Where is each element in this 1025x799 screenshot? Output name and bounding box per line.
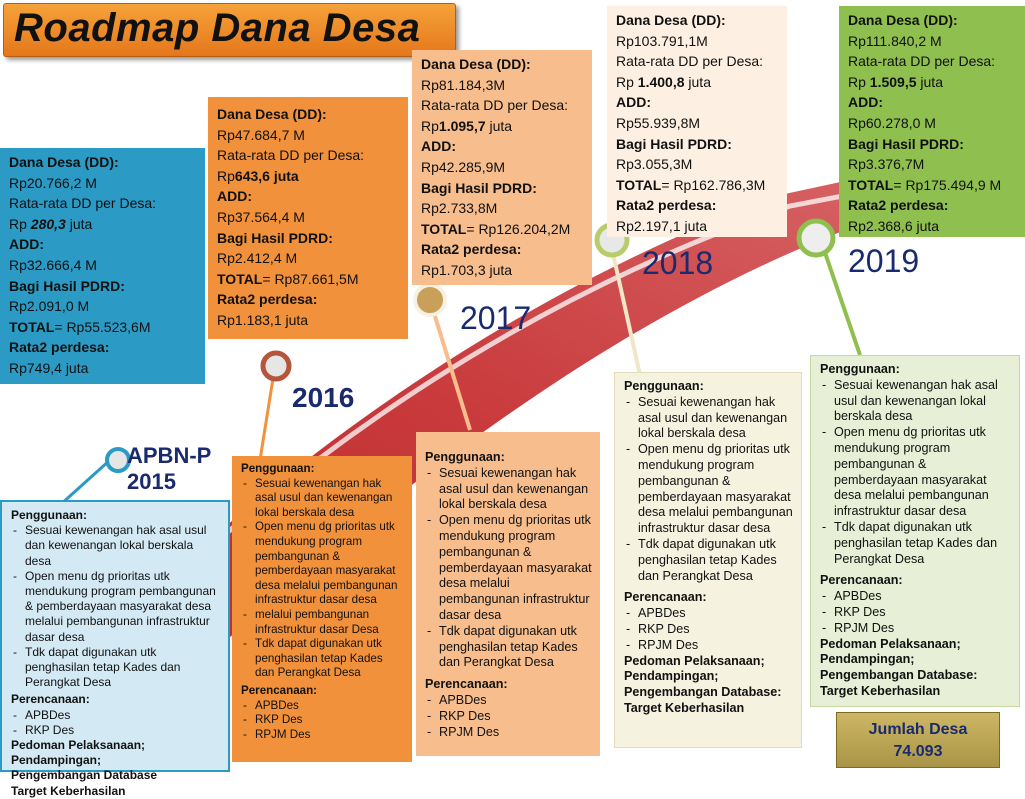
penggunaan-list xyxy=(425,466,592,671)
list-item: - Open menu dg prioritas utk mendukung program pembangunan & pemberdayaan masyarakat desa melalui pembangunan infrastruktur dasar desa xyxy=(832,425,1011,520)
page-title xyxy=(3,3,456,57)
extra-item: Target Keberhasilan xyxy=(11,783,126,798)
milestone-2016 xyxy=(263,353,289,379)
pdrd-value: Rp2.412,4 M xyxy=(217,250,298,267)
list-item: - RKP Des xyxy=(23,723,220,738)
extra-item: Pengembangan Database: xyxy=(624,685,782,700)
stats-box-2015 xyxy=(0,148,205,384)
year-2015-line2: 2015 xyxy=(127,469,176,494)
perencanaan-heading: Perencanaan: xyxy=(11,692,90,707)
rata2-label: Rata2 perdesa: xyxy=(217,291,318,308)
list-item: - RPJM Des xyxy=(253,728,404,743)
total-value: TOTAL= Rp87.661,5M xyxy=(217,270,359,287)
avg-value: Rp643,6 juta xyxy=(217,167,299,184)
list-item: - RKP Des xyxy=(636,622,793,638)
extra-item: Pengembangan Database: xyxy=(820,668,978,683)
pdrd-label: Bagi Hasil PDRD: xyxy=(421,179,537,196)
perencanaan-heading: Perencanaan: xyxy=(624,590,707,605)
list-item: - RPJM Des xyxy=(636,638,793,654)
rata2-label: Rata2 perdesa: xyxy=(421,241,522,258)
total-value: TOTAL= Rp126.204,2M xyxy=(421,220,571,237)
avg-label: Rata-rata DD per Desa: xyxy=(616,53,764,70)
add-value: Rp42.285,9M xyxy=(421,158,506,175)
list-item: - Open menu dg prioritas utk mendukung program pembangunan & pemberdayaan masyarakat desa melalui pembangunan infrastruktur dasar desa xyxy=(437,513,592,624)
avg-label: Rata-rata DD per Desa: xyxy=(421,97,569,114)
jumlah-desa-label: Jumlah Desa xyxy=(868,721,968,738)
list-item: - RKP Des xyxy=(832,605,1011,621)
list-item: - Sesuai kewenangan hak asal usul dan kewenangan lokal berskala desa xyxy=(253,477,404,521)
perencanaan-heading: Perencanaan: xyxy=(820,573,903,588)
usage-box-2019 xyxy=(810,355,1020,707)
rata2-label: Rata2 perdesa: xyxy=(9,339,110,356)
list-item: - Open menu dg prioritas utk mendukung program pembangunan & pemberdayaan masyarakat desa melalui pembangunan infrastruktur dasar desa xyxy=(23,569,220,645)
list-item: - Tdk dapat digunakan utk penghasilan tetap Kades dan Perangkat Desa xyxy=(253,637,404,681)
stats-box-2016 xyxy=(208,97,408,339)
rata2-value: Rp749,4 juta xyxy=(9,359,89,376)
penggunaan-list xyxy=(820,378,1011,568)
rata2-label: Rata2 perdesa: xyxy=(616,197,717,214)
dd-value: Rp47.684,7 M xyxy=(217,126,305,143)
stats-box-2018 xyxy=(607,6,787,237)
pdrd-label: Bagi Hasil PDRD: xyxy=(217,229,333,246)
stats-box-2019 xyxy=(839,6,1025,237)
year-label-2015 xyxy=(127,443,211,495)
penggunaan-heading: Penggunaan: xyxy=(241,462,315,475)
list-item: - Open menu dg prioritas utk mendukung program pembangunan & pemberdayaan masyarakat desa melalui pembangunan infrastruktur dasar desa xyxy=(636,442,793,537)
rata2-value: Rp1.703,3 juta xyxy=(421,261,513,278)
add-label: ADD: xyxy=(421,138,456,155)
add-value: Rp37.564,4 M xyxy=(217,208,305,225)
extra-item: Pedoman Pelaksanaan; xyxy=(820,636,961,651)
perencanaan-list xyxy=(11,708,220,738)
usage-box-2015 xyxy=(0,500,230,798)
pdrd-label: Bagi Hasil PDRD: xyxy=(616,135,732,152)
year-label-2019: 2019 xyxy=(848,243,920,279)
usage-box-2017 xyxy=(416,432,600,756)
list-item: - RPJM Des xyxy=(832,621,1011,637)
list-item: - Tdk dapat digunakan utk penghasilan tetap Kades dan Perangkat Desa xyxy=(832,520,1011,567)
penggunaan-heading: Penggunaan: xyxy=(624,379,704,393)
dd-label: Dana Desa (DD): xyxy=(616,12,726,28)
rata2-value: Rp2.368,6 juta xyxy=(848,217,940,234)
extra-item: Pendampingan; xyxy=(624,669,719,684)
avg-value: Rp1.095,7 juta xyxy=(421,117,513,134)
usage-box-2016 xyxy=(232,456,412,762)
pdrd-label: Bagi Hasil PDRD: xyxy=(848,135,964,152)
list-item: - APBDes xyxy=(253,699,404,714)
add-value: Rp55.939,8M xyxy=(616,114,701,131)
milestone-2017 xyxy=(415,285,445,315)
perencanaan-list xyxy=(241,699,404,743)
dd-value: Rp103.791,1M xyxy=(616,32,708,49)
list-item: - RKP Des xyxy=(253,713,404,728)
connector-2015 xyxy=(60,460,110,505)
list-item: - Sesuai kewenangan hak asal usul dan kewenangan lokal berskala desa xyxy=(437,466,592,513)
add-label: ADD: xyxy=(848,94,883,111)
penggunaan-heading: Penggunaan: xyxy=(425,450,505,464)
dd-label: Dana Desa (DD): xyxy=(848,12,958,28)
list-item: - Sesuai kewenangan hak asal usul dan kewenangan lokal berskala desa xyxy=(636,395,793,442)
stats-box-2017 xyxy=(412,50,592,285)
extra-item: Target Keberhasilan xyxy=(624,700,745,715)
milestone-2019 xyxy=(799,221,833,255)
perencanaan-list xyxy=(425,693,592,740)
rata2-value: Rp2.197,1 juta xyxy=(616,217,708,234)
list-item: - melalui pembangunan infrastruktur dasar Desa xyxy=(253,608,404,637)
avg-label: Rata-rata DD per Desa: xyxy=(9,195,157,212)
list-item: - Tdk dapat digunakan utk penghasilan tetap Kades dan Perangkat Desa xyxy=(23,645,220,691)
jumlah-desa-box xyxy=(836,712,1000,768)
dd-label: Dana Desa (DD): xyxy=(217,106,327,122)
avg-label: Rata-rata DD per Desa: xyxy=(217,147,365,164)
total-value: TOTAL= Rp175.494,9 M xyxy=(848,176,1002,193)
pdrd-value: Rp2.091,0 M xyxy=(9,298,90,315)
avg-label: Rata-rata DD per Desa: xyxy=(848,53,996,70)
extra-item: Pedoman Pelaksanaan; xyxy=(624,653,765,668)
total-value: TOTAL= Rp55.523,6M xyxy=(9,318,151,335)
list-item: - Tdk dapat digunakan utk penghasilan tetap Kades dan Perangkat Desa xyxy=(636,537,793,584)
add-value: Rp32.666,4 M xyxy=(9,256,97,273)
dd-value: Rp111.840,2 M xyxy=(848,32,942,49)
avg-value: Rp 1.400,8 juta xyxy=(616,73,711,90)
extra-item: Pendampingan; xyxy=(11,753,102,768)
extra-item: Target Keberhasilan xyxy=(820,683,941,698)
dd-value: Rp20.766,2 M xyxy=(9,174,97,191)
year-label-2017: 2017 xyxy=(460,300,532,336)
dd-value: Rp81.184,3M xyxy=(421,76,506,93)
dd-label: Dana Desa (DD): xyxy=(9,154,119,170)
year-label-2016: 2016 xyxy=(292,382,355,413)
year-2015-line1: APBN-P xyxy=(127,443,212,468)
total-value: TOTAL= Rp162.786,3M xyxy=(616,176,766,193)
penggunaan-heading: Penggunaan: xyxy=(820,362,900,376)
pdrd-value: Rp2.733,8M xyxy=(421,200,498,217)
milestone-2015 xyxy=(107,449,129,471)
extra-item: Pendampingan; xyxy=(820,652,915,667)
perencanaan-heading: Perencanaan: xyxy=(425,677,508,692)
rata2-value: Rp1.183,1 juta xyxy=(217,311,309,328)
add-value: Rp60.278,0 M xyxy=(848,114,936,131)
penggunaan-list xyxy=(624,395,793,585)
perencanaan-list xyxy=(624,606,793,653)
list-item: - Open menu dg prioritas utk mendukung program pembangunan & pemberdayaan masyarakat desa melalui pembangunan infrastruktur dasar desa xyxy=(253,520,404,608)
penggunaan-list xyxy=(11,523,220,690)
list-item: - APBDes xyxy=(636,606,793,622)
list-item: - APBDes xyxy=(437,693,592,709)
penggunaan-heading: Penggunaan: xyxy=(11,508,88,522)
add-label: ADD: xyxy=(217,188,252,205)
pdrd-label: Bagi Hasil PDRD: xyxy=(9,277,125,294)
list-item: - Tdk dapat digunakan utk penghasilan tetap Kades dan Perangkat Desa xyxy=(437,624,592,671)
pdrd-value: Rp3.376,7M xyxy=(848,156,925,173)
list-item: - Sesuai kewenangan hak asal usul dan kewenangan lokal berskala desa xyxy=(23,523,220,569)
avg-value: Rp 280,3 juta xyxy=(9,215,93,232)
dd-label: Dana Desa (DD): xyxy=(421,56,531,72)
jumlah-desa-value: 74.093 xyxy=(893,743,943,760)
perencanaan-heading: Perencanaan: xyxy=(241,683,318,697)
list-item: - APBDes xyxy=(23,708,220,723)
year-label-2018: 2018 xyxy=(642,245,714,281)
title-text: Roadmap Dana Desa xyxy=(14,6,421,50)
list-item: - Sesuai kewenangan hak asal usul dan kewenangan lokal berskala desa xyxy=(832,378,1011,425)
penggunaan-list xyxy=(241,477,404,681)
add-label: ADD: xyxy=(9,236,44,253)
list-item: - APBDes xyxy=(832,589,1011,605)
avg-value: Rp 1.509,5 juta xyxy=(848,73,943,90)
list-item: - RKP Des xyxy=(437,709,592,725)
extra-item: Pengembangan Database xyxy=(11,768,158,783)
add-label: ADD: xyxy=(616,94,651,111)
usage-box-2018 xyxy=(614,372,802,748)
extra-item: Pedoman Pelaksanaan; xyxy=(11,738,146,753)
pdrd-value: Rp3.055,3M xyxy=(616,156,693,173)
perencanaan-list xyxy=(820,589,1011,636)
rata2-label: Rata2 perdesa: xyxy=(848,197,949,214)
list-item: - RPJM Des xyxy=(437,725,592,741)
